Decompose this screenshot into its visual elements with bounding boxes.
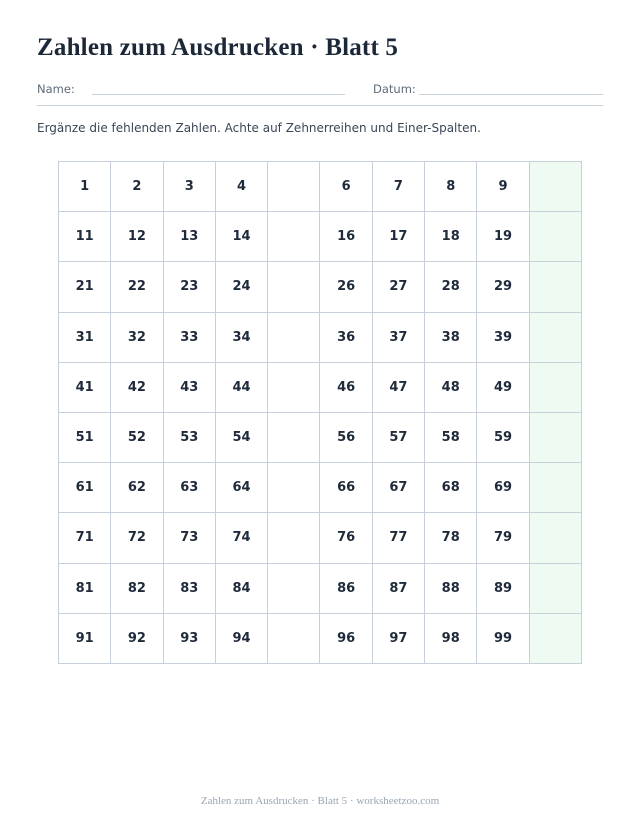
number-cell: 74 [216, 513, 268, 563]
number-cell: 4 [216, 162, 268, 212]
blank-cell[interactable] [268, 262, 320, 312]
blank-cell[interactable] [268, 564, 320, 614]
blank-cell[interactable] [268, 212, 320, 262]
number-cell: 67 [373, 463, 425, 513]
number-cell: 77 [373, 513, 425, 563]
blank-cell[interactable] [268, 413, 320, 463]
number-cell: 92 [111, 614, 163, 664]
blank-cell[interactable] [530, 513, 582, 563]
number-cell: 76 [320, 513, 372, 563]
date-label: Datum: [373, 82, 416, 96]
instructions: Ergänze die fehlenden Zahlen. Achte auf Zehnerreihen und Einer-Spalten. [37, 121, 481, 135]
number-cell: 53 [164, 413, 216, 463]
name-line[interactable] [92, 94, 345, 95]
blank-cell[interactable] [268, 614, 320, 664]
number-cell: 87 [373, 564, 425, 614]
number-cell: 64 [216, 463, 268, 513]
number-cell: 73 [164, 513, 216, 563]
blank-cell[interactable] [268, 162, 320, 212]
number-cell: 11 [59, 212, 111, 262]
blank-cell[interactable] [530, 463, 582, 513]
blank-cell[interactable] [268, 363, 320, 413]
number-cell: 84 [216, 564, 268, 614]
number-cell: 1 [59, 162, 111, 212]
blank-cell[interactable] [530, 212, 582, 262]
number-cell: 88 [425, 564, 477, 614]
number-cell: 31 [59, 313, 111, 363]
number-cell: 96 [320, 614, 372, 664]
number-cell: 93 [164, 614, 216, 664]
number-cell: 97 [373, 614, 425, 664]
number-cell: 48 [425, 363, 477, 413]
blank-cell[interactable] [530, 363, 582, 413]
page-title: Zahlen zum Ausdrucken · Blatt 5 [37, 34, 399, 61]
blank-cell[interactable] [530, 262, 582, 312]
number-cell: 89 [477, 564, 529, 614]
number-cell: 83 [164, 564, 216, 614]
number-cell: 39 [477, 313, 529, 363]
number-cell: 79 [477, 513, 529, 563]
number-cell: 54 [216, 413, 268, 463]
number-cell: 32 [111, 313, 163, 363]
number-cell: 16 [320, 212, 372, 262]
name-label: Name: [37, 82, 75, 96]
blank-cell[interactable] [530, 313, 582, 363]
number-cell: 98 [425, 614, 477, 664]
number-cell: 21 [59, 262, 111, 312]
number-cell: 78 [425, 513, 477, 563]
number-cell: 69 [477, 463, 529, 513]
header-divider [37, 105, 603, 106]
number-cell: 61 [59, 463, 111, 513]
number-cell: 71 [59, 513, 111, 563]
number-cell: 38 [425, 313, 477, 363]
number-cell: 34 [216, 313, 268, 363]
number-cell: 99 [477, 614, 529, 664]
number-cell: 42 [111, 363, 163, 413]
blank-cell[interactable] [530, 413, 582, 463]
number-cell: 7 [373, 162, 425, 212]
number-cell: 68 [425, 463, 477, 513]
number-cell: 72 [111, 513, 163, 563]
number-cell: 81 [59, 564, 111, 614]
number-cell: 29 [477, 262, 529, 312]
number-cell: 46 [320, 363, 372, 413]
number-cell: 19 [477, 212, 529, 262]
number-cell: 91 [59, 614, 111, 664]
blank-cell[interactable] [530, 614, 582, 664]
number-cell: 18 [425, 212, 477, 262]
number-cell: 8 [425, 162, 477, 212]
number-cell: 23 [164, 262, 216, 312]
number-cell: 3 [164, 162, 216, 212]
number-cell: 52 [111, 413, 163, 463]
number-cell: 28 [425, 262, 477, 312]
number-cell: 56 [320, 413, 372, 463]
number-cell: 47 [373, 363, 425, 413]
date-line[interactable] [419, 94, 603, 95]
number-cell: 58 [425, 413, 477, 463]
blank-cell[interactable] [530, 564, 582, 614]
number-cell: 33 [164, 313, 216, 363]
blank-cell[interactable] [268, 513, 320, 563]
number-cell: 12 [111, 212, 163, 262]
number-cell: 36 [320, 313, 372, 363]
number-cell: 37 [373, 313, 425, 363]
blank-cell[interactable] [268, 463, 320, 513]
number-cell: 57 [373, 413, 425, 463]
number-cell: 41 [59, 363, 111, 413]
number-cell: 27 [373, 262, 425, 312]
number-cell: 51 [59, 413, 111, 463]
number-cell: 22 [111, 262, 163, 312]
number-cell: 86 [320, 564, 372, 614]
header-fields [37, 80, 603, 108]
number-cell: 6 [320, 162, 372, 212]
number-cell: 63 [164, 463, 216, 513]
number-cell: 82 [111, 564, 163, 614]
number-cell: 14 [216, 212, 268, 262]
number-cell: 44 [216, 363, 268, 413]
number-cell: 9 [477, 162, 529, 212]
number-cell: 13 [164, 212, 216, 262]
number-cell: 49 [477, 363, 529, 413]
blank-cell[interactable] [268, 313, 320, 363]
blank-cell[interactable] [530, 162, 582, 212]
number-cell: 24 [216, 262, 268, 312]
number-cell: 43 [164, 363, 216, 413]
number-cell: 94 [216, 614, 268, 664]
number-cell: 17 [373, 212, 425, 262]
number-cell: 2 [111, 162, 163, 212]
footer: Zahlen zum Ausdrucken · Blatt 5 · worksheetzoo.com [200, 795, 440, 807]
number-cell: 62 [111, 463, 163, 513]
number-grid [58, 161, 582, 664]
number-cell: 26 [320, 262, 372, 312]
number-cell: 59 [477, 413, 529, 463]
number-cell: 66 [320, 463, 372, 513]
